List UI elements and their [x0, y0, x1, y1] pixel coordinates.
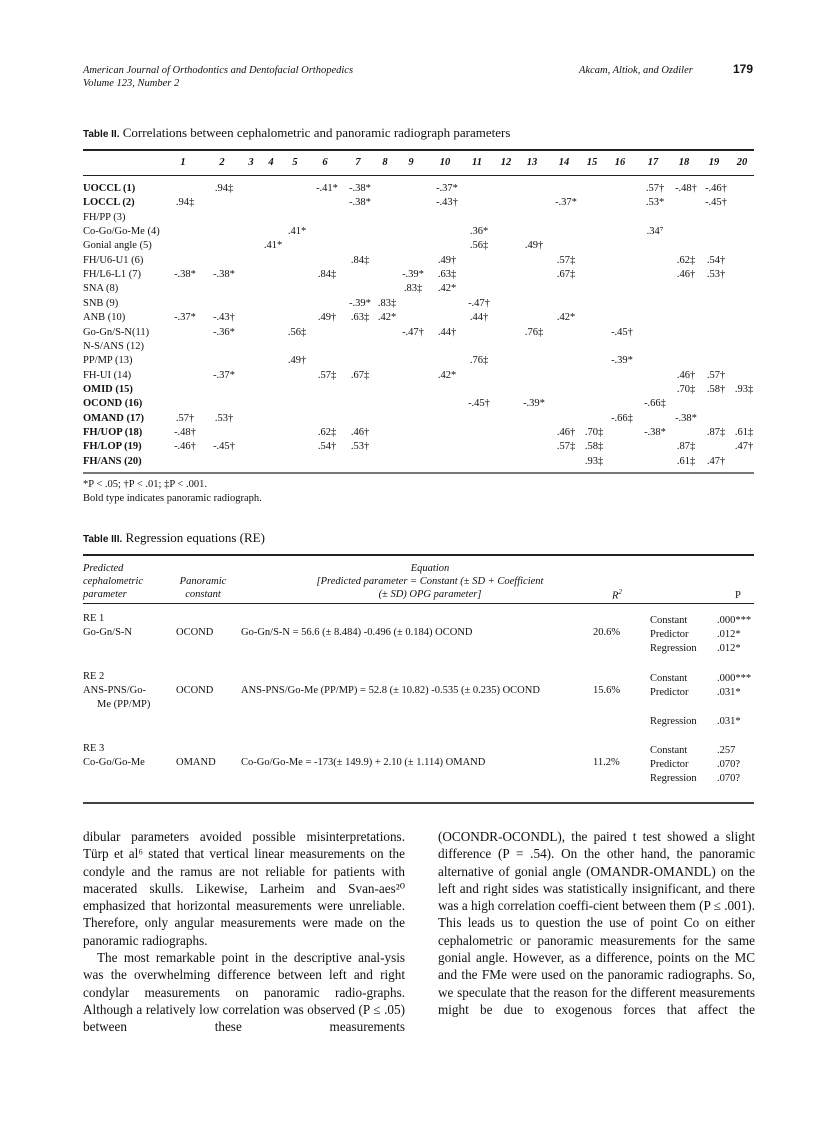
row-label: FH/ANS (20) [83, 455, 142, 467]
header-panoramic-constant [173, 575, 233, 601]
correlation-cell: -.46† [174, 441, 196, 453]
row-label: Gonial angle (5) [83, 240, 152, 252]
paragraph: Türp et al⁶ stated that vertical linear measurements on the condyle and the ramus are not reliable for patients with macerated skulls. Likewise, Larheim and Svan-aes²⁰ emphasized that horizontal measurements were unreliable. Therefore, only angular measurements were made on the panoramic radiographs. [83, 846, 405, 948]
correlation-cell: .94‡ [175, 197, 195, 209]
correlation-cell: -.37* [555, 197, 577, 209]
regression-equation: Co-Go/Go-Me = -173(± 149.9) + 2.10 (± 1.114) OMAND [241, 757, 486, 768]
correlation-cell: .67‡ [556, 269, 576, 281]
table3-bottom-rule [83, 802, 754, 804]
row-label: ANB (10) [83, 312, 126, 324]
regression-id: RE 3 [83, 743, 105, 754]
correlation-cell: .53† [350, 441, 370, 453]
paragraph: The most remarkable point in the descriptive anal-ysis was the overwhelming difference between left and right condylar measurements on panoramic radio-graphs. Although a relatively low correlation was observed (P ≤ .05) between these measurements [83, 950, 405, 1035]
column-header-13: 13 [526, 157, 538, 168]
stat-name: Predictor [650, 629, 689, 640]
correlation-cell: .76‡ [469, 355, 489, 367]
stat-name: Constant [650, 673, 688, 684]
journal-volume: Volume 123, Number 2 [83, 78, 180, 89]
r-squared: 15.6% [593, 685, 621, 696]
correlation-cell: .54† [317, 441, 337, 453]
header-line: Equation [410, 563, 450, 574]
correlation-cell: .63‡ [437, 269, 457, 281]
header-line: constant [185, 589, 221, 600]
p-value: .070? [717, 773, 741, 784]
row-label: FH/LOP (19) [83, 441, 142, 453]
correlation-cell: .46† [556, 426, 576, 438]
correlation-cell: .62‡ [317, 426, 337, 438]
column-header-6: 6 [322, 157, 328, 168]
correlation-cell: .46† [350, 426, 370, 438]
table3-header-rule [83, 603, 754, 604]
correlation-cell: .54† [706, 254, 726, 266]
column-header-7: 7 [355, 157, 361, 168]
row-label: OMID (15) [83, 383, 133, 395]
regression-id: RE 1 [83, 613, 105, 624]
column-header-18: 18 [678, 157, 690, 168]
paragraph: (OCONDR-OCONDL), the paired t test showed a slight difference (P = .54). On the other hand, the panoramic alternative of gonial angle (OMANDR-OMANDL) on the left and right sides was statistically insignificant, and there was a high correlation coeffi-cient between them (P ≤ .001). This leads us to question the use of point Co on either cephalometric or panoramic measurements for the same gonial angle. However, as a difference, points on the MC and the FMe were used on the panoramic radiographs. So, we speculate that the reason for the different measurements might be due to exogenous forces that affect the [438, 829, 755, 1017]
row-label: FH/U6-U1 (6) [83, 254, 144, 266]
correlation-cell: .42* [437, 283, 457, 295]
correlation-cell: -.38* [644, 426, 666, 438]
table2-footnote-significance: *P < .05; †P < .01; ‡P < .001. [83, 479, 207, 490]
correlation-cell: .83‡ [403, 283, 423, 295]
correlation-cell: .41* [287, 226, 307, 238]
table3-label: Table III. [83, 534, 123, 545]
body-column-right [438, 828, 755, 1018]
table2-title: Correlations between cephalometric and panoramic radiograph parameters [122, 125, 511, 140]
p-value: .000*** [717, 673, 752, 684]
table2-bottom-rule [83, 472, 754, 474]
correlation-cell: .57‡ [556, 441, 576, 453]
correlation-cell: -.46† [705, 183, 727, 194]
correlation-cell: -.39* [523, 398, 545, 410]
column-header-11: 11 [472, 157, 482, 168]
row-label: Co-Go/Go-Me (4) [83, 226, 160, 238]
correlation-cell: .56‡ [287, 326, 307, 338]
header-equation [260, 562, 600, 601]
header-line: Panoramic [179, 576, 227, 587]
header-predicted-parameter [83, 562, 143, 601]
regression-id: RE 2 [83, 671, 105, 682]
correlation-cell: -.38* [675, 412, 697, 424]
p-value: .012* [717, 629, 741, 640]
column-header-17: 17 [647, 157, 659, 168]
stat-name: Predictor [650, 687, 689, 698]
header-line: parameter [83, 589, 127, 600]
correlation-cell: .46† [676, 269, 696, 281]
correlation-cell: .94‡ [214, 183, 234, 194]
correlation-cell: .84‡ [317, 269, 337, 281]
correlation-cell: -.47† [468, 297, 490, 309]
row-label: OCOND (16) [83, 398, 143, 410]
column-header-20: 20 [736, 157, 748, 168]
row-label: SNB (9) [83, 297, 119, 309]
row-label: PP/MP (13) [83, 355, 133, 367]
column-header-14: 14 [558, 157, 570, 168]
r-squared: 20.6% [593, 627, 621, 638]
regression-equation: Go-Gn/S-N = 56.6 (± 8.484) -0.496 (± 0.184) OCOND [241, 627, 473, 638]
table2-footnote-bold: Bold type indicates panoramic radiograph. [83, 493, 262, 504]
predicted-parameter: Go-Gn/S-N [83, 627, 132, 638]
correlation-cell: -.36* [213, 326, 235, 338]
header-line: cephalometric [83, 576, 144, 587]
correlation-cell: -.37* [213, 369, 235, 381]
row-label: SNA (8) [83, 283, 119, 295]
correlation-cell: -.38* [213, 269, 235, 281]
column-header-4: 4 [268, 157, 274, 168]
correlation-cell: .87‡ [706, 426, 726, 438]
stat-name: Regression [650, 643, 697, 654]
correlation-cell: .61‡ [676, 455, 696, 467]
correlation-cell: -.43† [436, 197, 458, 209]
correlation-cell: -.45† [468, 398, 490, 410]
p-value: .257 [717, 745, 736, 756]
correlation-cell: .44† [437, 326, 457, 338]
table2-label: Table II. [83, 129, 120, 140]
correlation-cell: -.38* [349, 197, 371, 209]
column-header-8: 8 [382, 157, 388, 168]
correlation-cell: -.39* [349, 297, 371, 309]
correlation-cell: -.45† [213, 441, 235, 453]
column-header-3: 3 [248, 157, 254, 168]
correlation-cell: .61‡ [734, 426, 754, 438]
correlation-cell: -.39* [402, 269, 424, 281]
correlation-cell: .83‡ [377, 297, 397, 309]
paragraph: dibular parameters avoided possible misinterpretations. [83, 829, 405, 844]
correlation-cell: -.47† [402, 326, 424, 338]
correlation-cell: .36* [469, 226, 489, 238]
row-label: UOCCL (1) [83, 183, 136, 194]
correlation-cell: -.38* [174, 269, 196, 281]
column-header-16: 16 [614, 157, 626, 168]
stat-name: Predictor [650, 759, 689, 770]
r2-text: R [612, 590, 619, 602]
stat-name: Regression [650, 716, 697, 727]
column-header-19: 19 [708, 157, 720, 168]
column-header-12: 12 [500, 157, 512, 168]
correlation-cell: .44† [469, 312, 489, 324]
correlation-cell: .49† [437, 254, 457, 266]
correlation-cell: -.39* [611, 355, 633, 367]
correlation-cell: .42* [556, 312, 576, 324]
correlation-cell: .93‡ [734, 383, 754, 395]
column-header-5: 5 [292, 157, 298, 168]
row-label: FH/PP (3) [83, 211, 126, 223]
correlation-cell: .49† [524, 240, 544, 252]
panoramic-constant: OCOND [176, 627, 214, 638]
table3-title: Regression equations (RE) [125, 530, 265, 545]
correlation-cell: .87‡ [676, 441, 696, 453]
header-line: [Predicted parameter = Constant (± SD + Coefficient [316, 576, 544, 587]
row-label: OMAND (17) [83, 412, 144, 424]
table2-top-rule [83, 149, 754, 151]
stat-name: Constant [650, 615, 688, 626]
correlation-cell: .67‡ [350, 369, 370, 381]
correlation-cell: .53* [645, 197, 665, 209]
correlation-cell: .53† [706, 269, 726, 281]
r2-superscript: 2 [618, 588, 622, 596]
column-header-9: 9 [408, 157, 414, 168]
column-header-1: 1 [180, 157, 186, 168]
row-label: N-S/ANS (12) [83, 340, 144, 352]
header-line: (± SD) OPG parameter] [378, 589, 482, 600]
correlation-cell: .46† [676, 369, 696, 381]
row-label: FH/L6-L1 (7) [83, 269, 142, 281]
body-column-left [83, 828, 405, 1036]
header-r-squared [612, 588, 622, 602]
predicted-parameter: Co-Go/Go-Me [83, 757, 145, 768]
p-value: .031* [717, 687, 741, 698]
row-label: LOCCL (2) [83, 197, 135, 209]
correlation-cell: .49† [317, 312, 337, 324]
row-label: FH/UOP (18) [83, 426, 143, 438]
correlation-cell: .70‡ [676, 383, 696, 395]
correlation-cell: .63‡ [350, 312, 370, 324]
correlation-cell: .47† [734, 441, 754, 453]
correlation-cell: .56‡ [469, 240, 489, 252]
r-squared: 11.2% [593, 757, 620, 768]
correlation-cell: .41* [263, 240, 283, 252]
panoramic-constant: OMAND [176, 757, 216, 768]
correlation-cell: -.37* [436, 183, 458, 194]
p-value: .070? [717, 759, 741, 770]
p-value: .012* [717, 643, 741, 654]
table2-header-rule [83, 175, 754, 176]
correlation-cell: -.45† [611, 326, 633, 338]
correlation-cell: .47† [706, 455, 726, 467]
correlation-cell: -.37* [174, 312, 196, 324]
table2-caption [83, 125, 510, 141]
correlation-cell: .42* [377, 312, 397, 324]
predicted-parameter: ANS-PNS/Go- [83, 685, 147, 696]
correlation-cell: -.66‡ [644, 398, 666, 410]
stat-name: Constant [650, 745, 688, 756]
column-header-15: 15 [586, 157, 598, 168]
correlation-cell: .49† [287, 355, 307, 367]
correlation-cell: -.48† [174, 426, 196, 438]
correlation-cell: -.43† [213, 312, 235, 324]
page-number: 179 [733, 62, 754, 76]
correlation-cell: .58‡ [584, 441, 604, 453]
correlation-cell: .57† [706, 369, 726, 381]
correlation-cell: .53† [214, 412, 234, 424]
column-header-10: 10 [439, 157, 451, 168]
correlation-cell: .70‡ [584, 426, 604, 438]
p-value: .000*** [717, 615, 752, 626]
table3-top-rule [83, 554, 754, 556]
header-p: P [735, 590, 741, 601]
row-label: FH-UI (14) [83, 369, 132, 381]
correlation-cell: .57‡ [317, 369, 337, 381]
table3-caption [83, 530, 265, 546]
regression-equation: ANS-PNS/Go-Me (PP/MP) = 52.8 (± 10.82) -0.535 (± 0.235) OCOND [241, 685, 540, 696]
stat-name: Regression [650, 773, 697, 784]
p-value: .031* [717, 716, 741, 727]
correlation-cell: -.38* [349, 183, 371, 194]
header-line: Predicted [83, 563, 124, 574]
correlation-cell: .57† [175, 412, 195, 424]
correlation-cell: -.45† [705, 197, 727, 209]
journal-title: American Journal of Orthodontics and Dentofacial Orthopedics [83, 65, 354, 76]
running-authors: Akcam, Altiok, and Ozdiler [579, 65, 693, 76]
row-label: Go-Gn/S-N(11) [83, 326, 150, 338]
correlation-cell: .58† [706, 383, 726, 395]
correlation-cell: .42* [437, 369, 457, 381]
panoramic-constant: OCOND [176, 685, 214, 696]
correlation-cell: .62‡ [676, 254, 696, 266]
correlation-cell: .57‡ [556, 254, 576, 266]
correlation-cell: .34⁷ [646, 226, 664, 238]
correlation-cell: .84‡ [350, 254, 370, 266]
correlation-cell: .57† [645, 183, 665, 194]
predicted-parameter: Me (PP/MP) [97, 699, 151, 710]
correlation-cell: -.48† [675, 183, 697, 194]
correlation-cell: .93‡ [584, 455, 604, 467]
correlation-cell: -.66‡ [611, 412, 633, 424]
column-header-2: 2 [219, 157, 225, 168]
correlation-cell: -.41* [316, 183, 338, 194]
correlation-cell: .76‡ [524, 326, 544, 338]
